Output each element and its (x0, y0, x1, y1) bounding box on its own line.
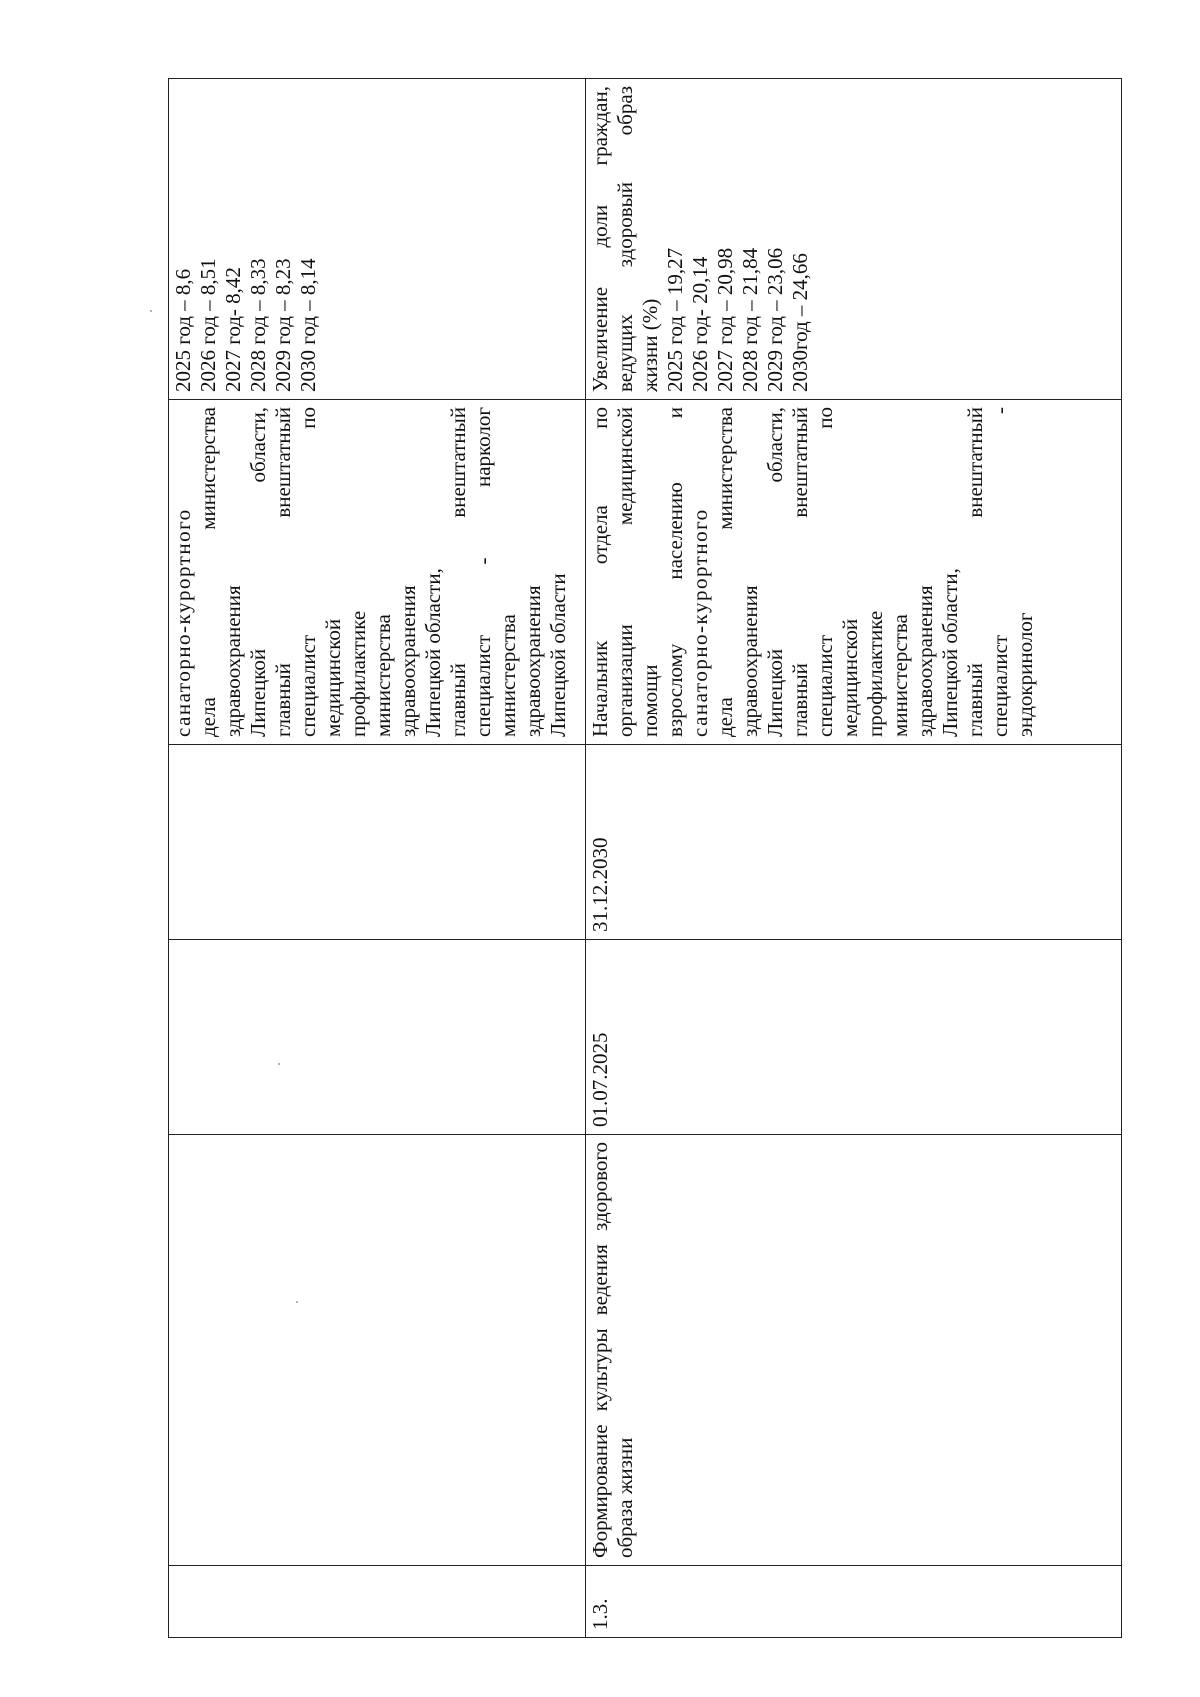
measures-table (168, 78, 1122, 1638)
row2-start-cell: 01.07.2025 (586, 940, 1122, 1135)
row1-responsible-cell (169, 400, 586, 745)
row1-indicator-line: 2030 год – 8,14 (296, 258, 320, 392)
row2-indicator-line: 2026 год- 20,14 (688, 256, 712, 392)
rotated-table-page (168, 86, 1121, 1638)
row1-responsible-line: министерства (371, 614, 395, 737)
row1-responsible-line: специалист - нарколог (471, 407, 495, 737)
row2-responsible-line: министерства (888, 614, 912, 737)
scan-speck (150, 310, 152, 312)
row2-responsible-line: здравоохранения (913, 585, 937, 737)
row2-responsible-line: здравоохранения (738, 585, 762, 737)
row1-name-cell (169, 1135, 586, 1566)
row2-number-cell: 1.3. (586, 1566, 1122, 1638)
row1-responsible-line: здравоохранения (221, 585, 245, 737)
scan-speck (296, 1301, 298, 1303)
row1-start-cell (169, 940, 586, 1135)
row2-indicator-line: 2029 год – 23,06 (763, 247, 787, 392)
row1-indicator-line: 2029 год – 8,23 (271, 258, 295, 392)
row1-responsible-line: главный внештатный (446, 407, 470, 737)
row1-responsible-line: дела министерства (196, 407, 220, 737)
row1-indicator-line: 2027 год- 8,42 (221, 267, 245, 392)
row2-responsible-line: организации медицинской (613, 407, 637, 737)
row1-responsible-line: профилактике (346, 610, 370, 737)
row2-responsible-line: Липецкой области, (938, 568, 962, 737)
row2-end-cell: 31.12.2030 (586, 745, 1122, 940)
row2-responsible-line: специалист по (813, 407, 837, 737)
row2-responsible-line: санаторно-курортного (688, 508, 712, 737)
table-row (586, 79, 1122, 1638)
row2-indicator-line: ведущих здоровый образ (613, 86, 637, 392)
row2-responsible-line: Липецкой области, (763, 407, 787, 737)
row1-indicator-line: 2025 год – 8,6 (171, 268, 195, 392)
scan-speck (278, 1063, 280, 1065)
row1-number-cell (169, 1566, 586, 1638)
row1-responsible-line: министерства (496, 614, 520, 737)
table-row (169, 79, 586, 1638)
row1-indicator-line: 2026 год – 8,51 (196, 258, 220, 392)
row2-responsible-line: эндокринолог (1013, 612, 1037, 737)
row1-responsible-line: здравоохранения (396, 585, 420, 737)
row2-responsible-line: помощи (638, 664, 662, 737)
row2-responsible-line: специалист - (988, 407, 1012, 737)
row2-indicator-line: 2027 год – 20,98 (713, 247, 737, 392)
row1-responsible-line: санаторно-курортного (171, 508, 195, 737)
row2-responsible-line: Начальник отдела по (588, 407, 612, 737)
row1-indicator-cell (169, 79, 586, 400)
row1-responsible-line: здравоохранения (521, 585, 545, 737)
row2-responsible-line: главный внештатный (963, 407, 987, 737)
row2-responsible-line: взрослому населению и (663, 407, 687, 737)
row1-end-cell (169, 745, 586, 940)
row1-responsible-line: главный внештатный (271, 407, 295, 737)
row2-indicator-line: 2030год – 24,66 (788, 253, 812, 392)
row2-responsible-line: дела министерства (713, 407, 737, 737)
row2-indicator-line: жизни (%) (638, 298, 662, 392)
row1-responsible-line: Липецкой области, (421, 568, 445, 737)
row2-responsible-cell (586, 400, 1122, 745)
row2-indicator-line: 2025 год – 19,27 (663, 247, 687, 392)
row2-responsible-line: медицинской (838, 618, 862, 737)
row2-indicator-cell (586, 79, 1122, 400)
row2-indicator-line: Увеличение доли граждан, (588, 86, 612, 392)
row1-responsible-line: Липецкой области (546, 573, 570, 737)
row1-responsible-line: Липецкой области, (246, 407, 270, 737)
row1-responsible-line: медицинской (321, 618, 345, 737)
row2-responsible-line: профилактике (863, 610, 887, 737)
row2-responsible-line: главный внештатный (788, 407, 812, 737)
row2-indicator-line: 2028 год – 21,84 (738, 247, 762, 392)
row1-indicator-line: 2028 год – 8,33 (246, 258, 270, 392)
row2-name-cell: Формирование культуры ведения здорового образа жизни (586, 1135, 1122, 1566)
row1-responsible-line: специалист по (296, 407, 320, 737)
